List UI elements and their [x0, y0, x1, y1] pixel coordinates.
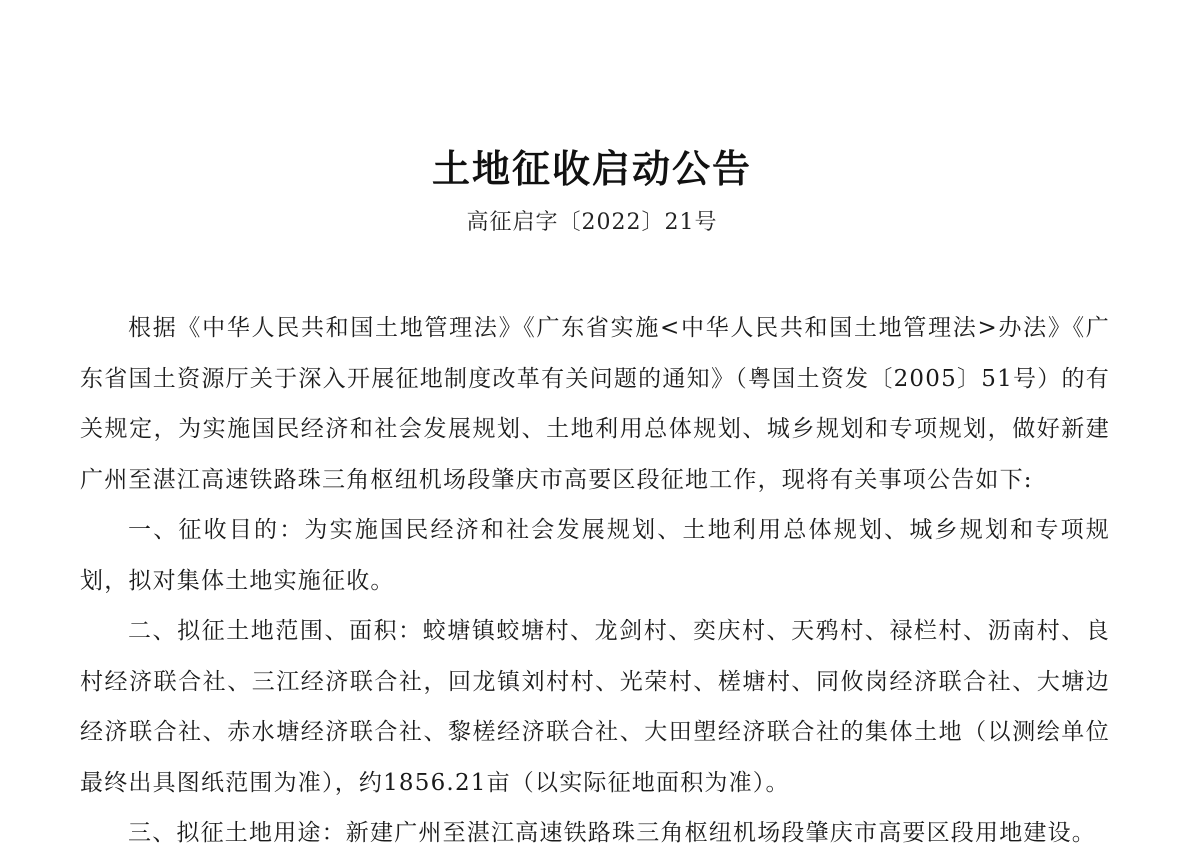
- document-title: 土地征收启动公告: [431, 147, 752, 191]
- paragraph-land-scope: 二、拟征土地范围、面积：蛟塘镇蛟塘村、龙剑村、奕庆村、天鸦村、禄栏村、沥南村、良村经济联合社、三江经济联合社，回龙镇刘村村、光荣村、槎塘村、同攸岗经济联合社、大塘边经济联合社、赤水塘经济联合社、黎槎经济联合社、大田塱经济联合社的集体土地（以测绘单位最终出具图纸范围为准），约1856.21亩（以实际征地面积为准）。: [80, 618, 1110, 796]
- document-body: [80, 303, 1110, 859]
- paragraph-legal-basis: 根据《中华人民共和国土地管理法》《广东省实施<中华人民共和国土地管理法>办法》《广东省国土资源厅关于深入开展征地制度改革有关问题的通知》（粤国土资发〔2005〕51号）的有关规定，为实施国民经济和社会发展规划、土地利用总体规划、城乡规划和专项规划，做好新建广州至湛江高速铁路珠三角枢纽机场段肇庆市高要区段征地工作，现将有关事项公告如下:: [80, 315, 1110, 493]
- paragraph-land-use: 三、拟征土地用途：新建广州至湛江高速铁路珠三角枢纽机场段肇庆市高要区段用地建设。: [128, 820, 1096, 846]
- document-number: 高征启字〔2022〕21号: [466, 210, 718, 235]
- paragraph-purpose: 一、征收目的：为实施国民经济和社会发展规划、土地利用总体规划、城乡规划和专项规划，拟对集体土地实施征收。: [80, 517, 1110, 594]
